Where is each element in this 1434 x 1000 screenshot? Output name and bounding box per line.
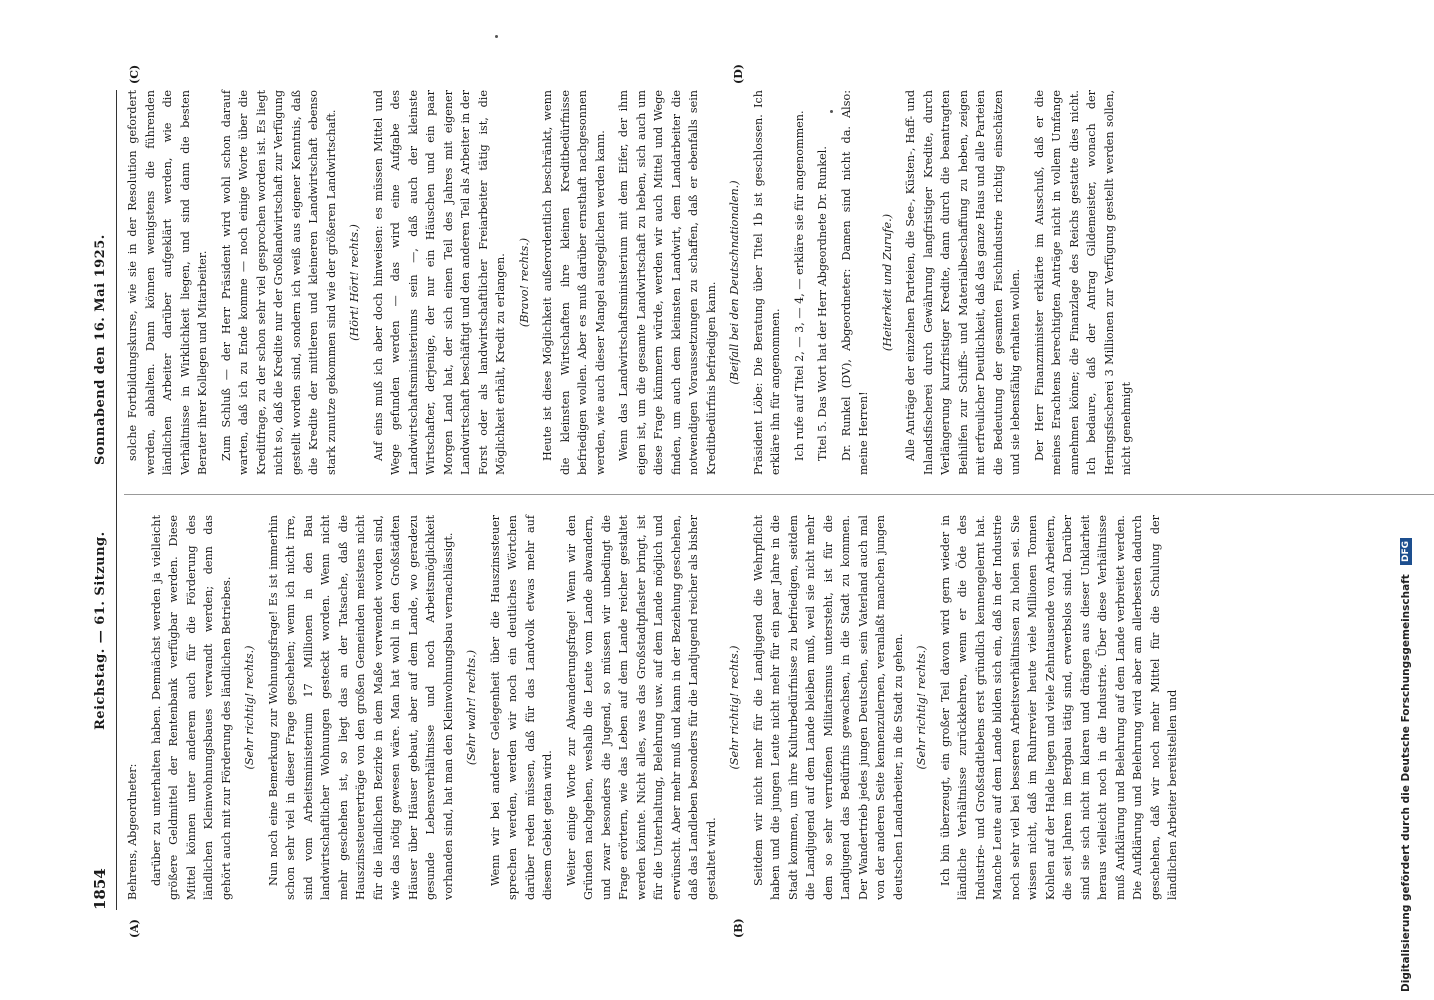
dfg-logo: DFG (1400, 538, 1412, 565)
interjection: (Bravo! rechts.) (517, 237, 531, 328)
column-divider (124, 494, 1434, 495)
left-column (124, 515, 1188, 900)
header-right: Sonnabend den 16. Mai 1925. (93, 234, 108, 465)
paragraph: Titel 5. Das Wort hat der Herr Abgeordnete Dr. Runkel. (816, 146, 829, 461)
interjection: (Beifall bei den Deutschnationalen.) (728, 180, 741, 385)
paragraph: Wenn wir bei anderer Gelegenheit über die Hauszinssteuer sprechen werden, werden wir noch ein deutliches Wörtchen darüber reden müssen, daß für das Landvolk etwas mehr auf diesem Gebiet getan wird. (488, 515, 554, 900)
paragraph: Wenn das Landwirtschaftsministerium mit dem Eifer, der ihm eigen ist, um die gesamte Landwirtschaft zu heben, sich auch um diese Frage kümmern würde, werden wir auch Mittel und Wege finden, um auch dem kleinsten Landwirt, dem Landarbeiter die notwendigen Voraussetzungen zu schaffen, daß er ebenfalls sein Kreditbedürfnis befriedigen kann. (617, 90, 718, 475)
paragraph: Seitdem wir nicht mehr für die Landjugend die Wehrpflicht haben und die jungen Leute nicht mehr für ein paar Jahre in die Stadt kommen, um ihre Kulturbedürfnisse zu befriedigen, seitdem die Landjugend auf dem Lande bleiben muß, weil sie nicht mehr dem so sehr verrufenen Militarismus untersteht, ist für die Landjugend das Bedürfnis gewachsen, in die Stadt zu kommen. Der Wandertrieb jedes jungen Deutschen, sein Vaterland auch mal von der anderen Seite kennenzulernen, veranlaßt manchen jungen deutschen Landarbeiter, in die Stadt zu gehen. (751, 515, 905, 900)
header-left: Reichstag. — 61. Sitzung. (93, 531, 108, 730)
margin-marker-c: (C) (128, 64, 141, 84)
page-number: 1854 (91, 868, 109, 910)
speaker-label: Behrens, Abgeordneter: (126, 763, 139, 900)
president-statement: Präsident Löbe: Die Beratung über Titel 1b ist geschlossen. Ich erkläre ihn für angenommen. (751, 90, 782, 475)
margin-marker-a: (A) (128, 919, 141, 938)
speck (495, 35, 498, 38)
paragraph: Der Herr Finanzminister erklärte im Ausschuß, daß er die meines Erachtens berechtigten Anträge nicht in vollem Umfange annehmen könne; die Finanzlage des Reichs gestatte dies nicht. Ich bedaure, daß der Antrag Gildemeister, wonach der Heringsfischerei 3 Millionen zur Verfügung gestellt werden sollen, nicht genehmigt (1032, 90, 1133, 475)
right-column (124, 90, 1142, 475)
header-rule (116, 90, 117, 910)
interjection: (Hört! Hört! rechts.) (348, 224, 361, 341)
interjection: (Sehr wahr! rechts.) (465, 649, 478, 766)
speck (830, 110, 833, 113)
paragraph: Auf eins muß ich aber doch hinweisen: es müssen Mittel und Wege gefunden werden — das wird eine Aufgabe des Landwirtschaftsministeriums sein —, daß auch der kleinste Wirtschafter, derjenige, der nur ein Häuschen und ein paar Morgen Land hat, der sich einen Teil des Jahres mit eigener Landwirtschaft beschäftigt und den anderen Teil als Arbeiter in der Forst oder als landwirtschaftlicher Freiarbeiter tätig ist, die Möglichkeit erhält, Kredit zu erlangen. (371, 90, 507, 475)
paragraph: Heute ist diese Möglichkeit außerordentlich beschränkt, wenn die kleinsten Wirtschaften ihre kleinen Kreditbedürfnisse befriedigen wollen. Aber es muß darüber ernsthaft nachgesonnen werden, wie auch dieser Mangel ausgeglichen werden kann. (541, 90, 607, 475)
page-header (90, 90, 116, 910)
digitization-note (1400, 8, 1422, 992)
rotated-page (90, 64, 1434, 938)
paragraph: Weiter einige Worte zur Abwanderungsfrage! Wenn wir den Gründen nachgehen, weshalb die Leute vom Lande abwandern, und zwar besonders die Jugend, so müssen wir unbedingt die Frage erörtern, wie das Leben auf dem Lande reicher gestaltet werden könnte. Nicht alles, was das Großstadtpflaster bringt, ist für die Unterhaltung, Belehrung usw. auf dem Lande möglich und erwünscht. Aber mehr muß und kann in der Beziehung geschehen, daß das Landleben besonders für die Landjugend reicher als bisher gestaltet wird. (564, 515, 718, 900)
paragraph: solche Fortbildungskurse, wie sie in der Resolution gefordert werden, abhalten. Dann können wenigstens die führenden ländlichen Arbeiter darüber aufgeklärt werden, wie die Verhältnisse in Wirklichkeit liegen, und sind dann die besten Berater ihrer Kollegen und Mitarbeiter. (126, 90, 209, 475)
interjection: (Heiterkeit und Zurufe.) (880, 213, 894, 352)
paragraph: Alle Anträge der einzelnen Parteien, die See-, Küsten-, Haff- und Inlandsfischerei durch Gewährung langfristiger Kredite, durch Verlängerung kurzfristiger Kredite, dann durch die beantragten Beihilfen zur Schiffs- und Materialbeschaffung zu heben, zeigen mit erfreulicher Deutlichkeit, daß das ganze Haus und alle Parteien die Bedeutung der gesamten Fischindustrie richtig einschätzen und sie lebensfähig erhalten wollen. (904, 90, 1022, 475)
margin-marker-d: (D) (732, 64, 745, 84)
paragraph: Dr. Runkel (DV), Abgeordneter: Damen sind nicht da. Also: meine Herren! (839, 90, 870, 475)
margin-marker-b: (B) (732, 918, 745, 938)
interjection: (Sehr richtig! rechts.) (728, 645, 741, 770)
paragraph: Zum Schluß — der Herr Präsident wird wohl schon darauf warten, daß ich zu Ende komme — noch einige Worte über die Kreditfrage, zu der schon sehr viel gesprochen worden ist. Es liegt nicht so, daß die Kredite nur der Großlandwirtschaft zur Verfügung gestellt worden sind, sondern ich weiß aus eigener Kenntnis, daß die Kredite der mittleren und kleineren Landwirtschaft ebenso stark zunutze gekommen sind wie der größeren Landwirtschaft. (219, 90, 338, 475)
paragraph: Ich rufe auf Titel 2, — 3, — 4, — erkläre sie für angenommen. (792, 110, 806, 461)
interjection: (Sehr richtig! rechts.) (243, 645, 256, 770)
paragraph: Ich bin überzeugt, ein großer Teil davon wird gern wieder in ländliche Verhältnisse zurückkehren, wenn er die Öde des Industrie- und Großstadtlebens erst gründlich kennengelernt hat. Manche Leute auf dem Lande bilden sich ein, daß in der Industrie noch sehr viel bei besseren Arbeitsverhältnissen zu holen sei. Sie wissen nicht, daß im Ruhrrevier heute viele Millionen Tonnen Kohlen auf der Halde liegen und viele Zehntausende von Arbeitern, die seit Jahren im Bergbau tätig sind, erwerbslos sind. Darüber sind sie sich nicht im klaren und drängen aus dieser Unklarheit heraus vielleicht noch in die Industrie. Über diese Verhältnisse muß Aufklärung und Belehrung auf dem Lande verbreitet werden. Die Aufklärung und Belehrung wird aber am allerbesten dadurch geschehen, daß wir noch mehr Mittel für die Schulung der ländlichen Arbeiter bereitstellen und (938, 515, 1179, 900)
paragraph: Nun noch eine Bemerkung zur Wohnungsfrage! Es ist immerhin schon sehr viel in dieser Frage geschehen; wenn ich nicht irre, sind vom Arbeitsministerium 17 Millionen in den Bau landwirtschaftlicher Wohnungen gesteckt worden. Wenn nicht mehr geschehen ist, so liegt das an der Tatsache, daß die Hauszinssteuererträge von den großen Gemeinden meistens nicht für die ländlichen Bezirke in dem Maße verwendet worden sind, wie das nötig gewesen wäre. Man hat wohl in den Großstädten Häuser über Häuser gebaut, aber auf dem Lande, wo geradezu gesunde Lebensverhältnisse und noch Arbeitsmöglichkeit vorhanden sind, hat man den Kleinwohnungsbau vernachlässigt. (266, 515, 455, 900)
digitization-text: Digitalisierung gefördert durch die Deutsche Forschungsgemeinschaft (1400, 574, 1412, 992)
paragraph: darüber zu unterhalten haben. Demnächst werden ja vielleicht größere Geldmittel der Rentenbank verfügbar werden. Diese Mittel können unter anderem auch für die Förderung des ländlichen Kleinwohnungsbaues verwandt werden; denn das gehört auch mit zur Förderung des ländlichen Betriebes. (149, 515, 233, 900)
interjection: (Sehr richtig! rechts.) (915, 645, 928, 770)
